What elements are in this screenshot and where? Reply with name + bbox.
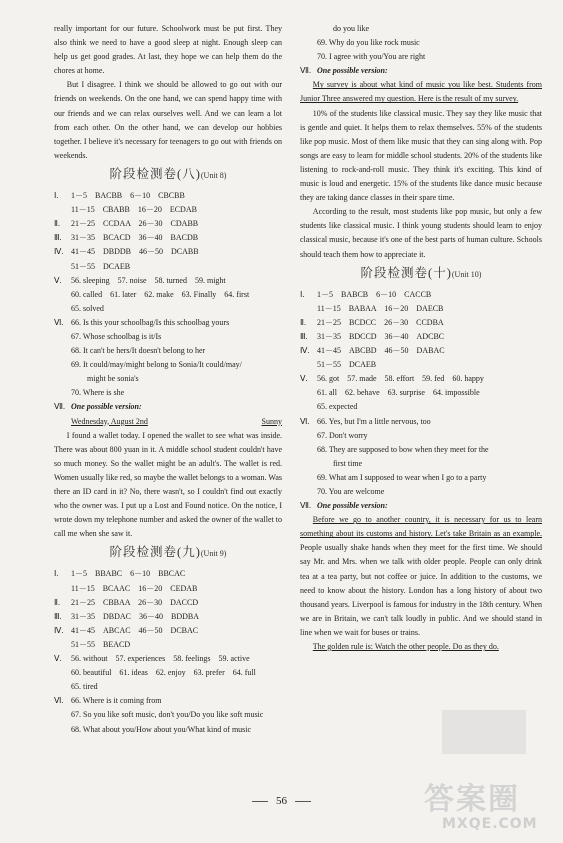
answer-text: 67. So you like soft music, don't you/Do you like soft music	[71, 710, 264, 720]
section-num	[54, 386, 71, 400]
answer-text: 56. without 57. experiences 58. feelings 59. active	[71, 654, 250, 664]
answer-row	[300, 415, 542, 429]
answer-text: 69. It could/may/might belong to Sonia/It could/may/	[71, 360, 242, 370]
section-num	[54, 358, 71, 372]
unit9-cont-line: 70. I agree with you/You are right	[317, 52, 426, 62]
section-num: Ⅶ.	[54, 402, 65, 412]
section-num: Ⅰ.	[54, 191, 59, 201]
answer-row	[54, 582, 282, 596]
answer-row	[54, 358, 282, 372]
section-num	[54, 582, 71, 596]
section-num: Ⅱ.	[54, 597, 60, 607]
answer-text: 21－25 BCDCC 26－30 CCDBA	[317, 317, 444, 327]
unit9-title-text: 阶段检测卷(九)	[109, 545, 201, 560]
section-num	[300, 400, 317, 414]
section-num: Ⅵ.	[54, 696, 64, 706]
answer-text: 41－45 ABCAC 46－50 DCBAC	[71, 625, 199, 635]
answer-row	[54, 288, 282, 302]
unit8-essay: I found a wallet today. I opened the wallet to see what was inside. There was about 800 yuan in it. A middle school student couldn't have so much money. So the wallet might be an adult's. The wallet is red. Women usually like red, so maybe the wallet belongs to a woman. Was there an ID card in it? No, there wasn't, so I couldn't find out exactly who the owner was. I put up a Lost and Found notice. On the notice, I wrote down my telephone number and asked the owner of the wallet to call me when she saw it.	[54, 430, 282, 539]
answer-row	[300, 344, 542, 358]
answer-row	[54, 624, 282, 638]
answer-text: 31－35 DBDAC 36－40 BDDBA	[71, 611, 200, 621]
section-num: Ⅳ.	[300, 346, 310, 356]
answer-text: 61. all 62. behave 63. surprise 64. impossible	[317, 388, 480, 398]
answer-text: first time	[317, 458, 363, 468]
section-num: Ⅶ.	[300, 501, 311, 511]
section-num	[54, 302, 71, 316]
answer-row	[54, 260, 282, 274]
answer-row	[54, 694, 282, 708]
survey-para-2: According to the result, most students like pop music, but only a few students like classical music. I think young students should learn to enjoy classical music, because it's one of the best parts of human culture. Schools should teach them how to appreciate it.	[300, 207, 542, 259]
answer-text: 70. Where is she	[71, 388, 125, 398]
unit10-version-heading	[300, 499, 542, 513]
answer-row	[54, 189, 282, 203]
answer-row	[54, 203, 282, 217]
unit9-label: (Unit 9)	[200, 549, 227, 559]
answer-row	[54, 596, 282, 610]
answer-text: 41－45 DBDDB 46－50 DCABB	[71, 247, 199, 257]
answer-row	[300, 330, 542, 344]
section-num: Ⅳ.	[54, 625, 64, 635]
answer-text: 66. Is this your schoolbag/Is this schoolbag yours	[71, 317, 230, 327]
version-label: One possible version:	[317, 501, 388, 511]
watermark-bottom: MXQE.COM	[442, 816, 538, 832]
section-num	[300, 429, 317, 443]
answer-text: 41－45 ABCBD 46－50 DABAC	[317, 346, 445, 356]
answer-text: 65. tired	[71, 682, 98, 692]
section-num	[54, 344, 71, 358]
answer-text: 56. sleeping 57. noise 58. turned 59. might	[71, 275, 226, 285]
section-num	[54, 638, 71, 652]
page-number-text: 56	[276, 795, 287, 807]
section-num: Ⅲ.	[300, 331, 308, 341]
answer-text: 31－35 BDCCD 36－40 ADCBC	[317, 331, 445, 341]
answer-text: 68. It can't be hers/It doesn't belong to her	[71, 346, 206, 356]
unit8-title	[54, 167, 282, 183]
answer-row	[300, 316, 542, 330]
answer-row	[54, 386, 282, 400]
page-dash-left	[252, 801, 268, 802]
unit8-label: (Unit 8)	[200, 170, 227, 180]
answer-row	[54, 231, 282, 245]
answer-text: 1－5 BABCB 6－10 CACCB	[317, 289, 432, 299]
faded-stamp	[442, 710, 526, 754]
version-label: One possible version:	[71, 402, 142, 412]
section-num	[54, 723, 71, 737]
section-num: Ⅱ.	[54, 219, 60, 229]
answer-row	[300, 457, 542, 471]
unit10-essay-underlined: Before we go to another country, it is necessary for us to learn something about its customs and history. Let's take Britain as an example.	[300, 515, 542, 539]
section-num	[54, 260, 71, 274]
golden-rule: The golden rule is: Watch the other people. Do as they do.	[312, 642, 499, 652]
unit9-title	[54, 545, 282, 561]
section-num	[300, 443, 317, 457]
answer-text: 21－25 CCDAA 26－30 CDABB	[71, 219, 199, 229]
unit10-closing	[300, 640, 542, 654]
answer-row	[300, 386, 542, 400]
section-num	[300, 302, 317, 316]
answer-row	[54, 610, 282, 624]
section-num: Ⅳ.	[54, 247, 64, 257]
answer-row	[54, 638, 282, 652]
answer-row	[54, 652, 282, 666]
section-num: Ⅴ.	[54, 654, 62, 664]
section-num	[300, 457, 317, 471]
survey-para-1: 10% of the students like classical music. They say they like music that is gentle and quiet. It helps them to relax themselves. 55% of the students like pop music. Most of them like music that they can sing along with. Pop songs are easy to learn for middle school students. 20% of the students like listening to rock-and-roll music. They think it's exciting. This kind of music is loud and energetic. 15% of the students like dance music because they are taking dance classes in their spare time.	[300, 108, 542, 203]
answer-text: 31－35 BCACD 36－40 BACDB	[71, 233, 199, 243]
watermark-top: 答案圈	[424, 782, 520, 817]
section-num: Ⅰ.	[54, 569, 59, 579]
answer-text: 51－55 DCAEB	[71, 261, 131, 271]
unit9-version-heading	[300, 64, 542, 78]
answer-row	[54, 708, 282, 722]
answer-row	[54, 344, 282, 358]
answer-text: 11－15 BCAAC 16－20 CEDAB	[71, 583, 198, 593]
unit9-cont-line: 69. Why do you like rock music	[317, 38, 420, 48]
section-num	[300, 471, 317, 485]
answer-row	[54, 723, 282, 737]
section-num	[300, 485, 317, 499]
page-dash-right	[295, 801, 311, 802]
answer-text: 70. You are welcome	[317, 487, 385, 496]
answer-text: 65. solved	[71, 303, 104, 313]
diary-header	[54, 415, 282, 429]
answer-row	[300, 358, 542, 372]
answer-text: 1－5 BBABC 6－10 BBCAC	[71, 569, 186, 579]
section-num: Ⅱ.	[300, 317, 306, 327]
section-num	[54, 203, 71, 217]
section-num: Ⅲ.	[54, 611, 62, 621]
answer-row	[300, 302, 542, 316]
answer-row	[300, 288, 542, 302]
answer-row	[300, 400, 542, 414]
unit8-title-text: 阶段检测卷(八)	[109, 166, 201, 181]
answer-text: 68. They are supposed to bow when they meet for the	[317, 444, 489, 454]
section-num: Ⅲ.	[54, 233, 62, 243]
answer-row	[300, 443, 542, 457]
answer-text: 11－15 BABAA 16－20 DAECB	[317, 303, 444, 313]
unit10-essay	[300, 513, 542, 640]
section-num: Ⅶ.	[300, 66, 311, 76]
answer-text: 51－55 DCAEB	[317, 360, 377, 370]
answer-row	[54, 274, 282, 288]
answer-row	[54, 245, 282, 259]
section-num: Ⅰ.	[300, 289, 305, 299]
unit10-essay-rest: People usually shake hands when they meet for the first time. We should say Mr. and Mrs. when we talk with older people. People can only drink tea at a tea party, but not coffee or juice. In addition to the customs, we need to know about the history. London has a long history of about two thousand years. Liverpool is famous for industry in the 18th century. When we are in Britain, we can't talk loudly in public. And we should stand in line when we wait for buses or trains.	[300, 543, 542, 637]
section-num	[54, 288, 71, 302]
answer-text: 66. Where is it coming from	[71, 696, 162, 706]
unit10-label: (Unit 10)	[451, 269, 482, 279]
section-num	[300, 386, 317, 400]
answer-row	[300, 485, 542, 499]
answer-text: 21－25 CBBAA 26－30 DACCD	[71, 597, 199, 607]
unit8-version-heading	[54, 400, 282, 414]
unit10-title	[300, 266, 542, 282]
answer-text: might be sonia's	[71, 374, 139, 384]
answer-row	[54, 302, 282, 316]
unit8-answers	[54, 189, 282, 400]
answer-row	[54, 567, 282, 581]
essay-continued-1: really important for our future. Schoolwork must be put first. They also think we need to have a good sleep at night. Enough sleep can help us get good grades. At last, they hope we can help them do the chores at home.	[54, 24, 282, 76]
answer-text: 67. Whose schoolbag is it/Is	[71, 331, 162, 341]
answer-text: 11－15 CBABB 16－20 ECDAB	[71, 205, 197, 215]
answer-text: 65. expected	[317, 402, 358, 412]
answer-row	[300, 429, 542, 443]
answer-row	[54, 330, 282, 344]
answer-row	[300, 372, 542, 386]
diary-date: Wednesday, August 2nd	[71, 416, 148, 426]
unit9-cont-line: do you like	[317, 24, 369, 33]
section-num	[54, 372, 71, 386]
answer-text: 1－5 BACBB 6－10 CBCBB	[71, 191, 185, 201]
answer-row	[54, 680, 282, 694]
survey-intro: My survey is about what kind of music you like best. Students from Junior Three answered my question. Here is the result of my survey.	[300, 80, 542, 104]
answer-text: 66. Yes, but I'm a little nervous, too	[317, 416, 431, 426]
section-num	[54, 666, 71, 680]
answer-text: 60. beautiful 61. ideas 62. enjoy 63. prefer 64. full	[71, 668, 256, 678]
section-num	[300, 358, 317, 372]
essay-continued-2: But I disagree. I think we should be allowed to go out with our friends on weekends. On the one hand, we can spend happy time with our friends and we can relax ourselves well. And we can learn a lot from each other. On the other hand, we can develop our hobbies together. I believe it's necessary for teenagers to go out with friends on weekends.	[54, 80, 282, 160]
version-label: One possible version:	[317, 66, 388, 76]
answer-row	[54, 316, 282, 330]
section-num	[54, 680, 71, 694]
answer-text: 68. What about you/How about you/What kind of music	[71, 724, 252, 734]
answer-text: 67. Don't worry	[317, 430, 368, 440]
answer-row	[300, 471, 542, 485]
right-column	[300, 22, 542, 654]
answer-text: 51－55 BEACD	[71, 639, 131, 649]
answer-text: 69. What am I supposed to wear when I go to a party	[317, 472, 487, 482]
diary-weather: Sunny	[261, 416, 282, 426]
section-num	[54, 708, 71, 722]
section-num: Ⅵ.	[300, 416, 310, 426]
section-num: Ⅴ.	[54, 275, 62, 285]
section-num: Ⅴ.	[300, 374, 308, 384]
unit9-answers	[54, 567, 282, 736]
answer-row	[54, 217, 282, 231]
left-column	[54, 22, 282, 737]
answer-row	[54, 666, 282, 680]
answer-text: 56. got 57. made 58. effort 59. fed 60. happy	[317, 374, 484, 384]
answer-row	[54, 372, 282, 386]
unit10-title-text: 阶段检测卷(十)	[360, 265, 452, 280]
section-num: Ⅵ.	[54, 317, 64, 327]
unit10-answers	[300, 288, 542, 499]
section-num	[54, 330, 71, 344]
answer-text: 60. called 61. later 62. make 63. Finally 64. first	[71, 289, 250, 299]
watermark-logo	[420, 770, 558, 836]
